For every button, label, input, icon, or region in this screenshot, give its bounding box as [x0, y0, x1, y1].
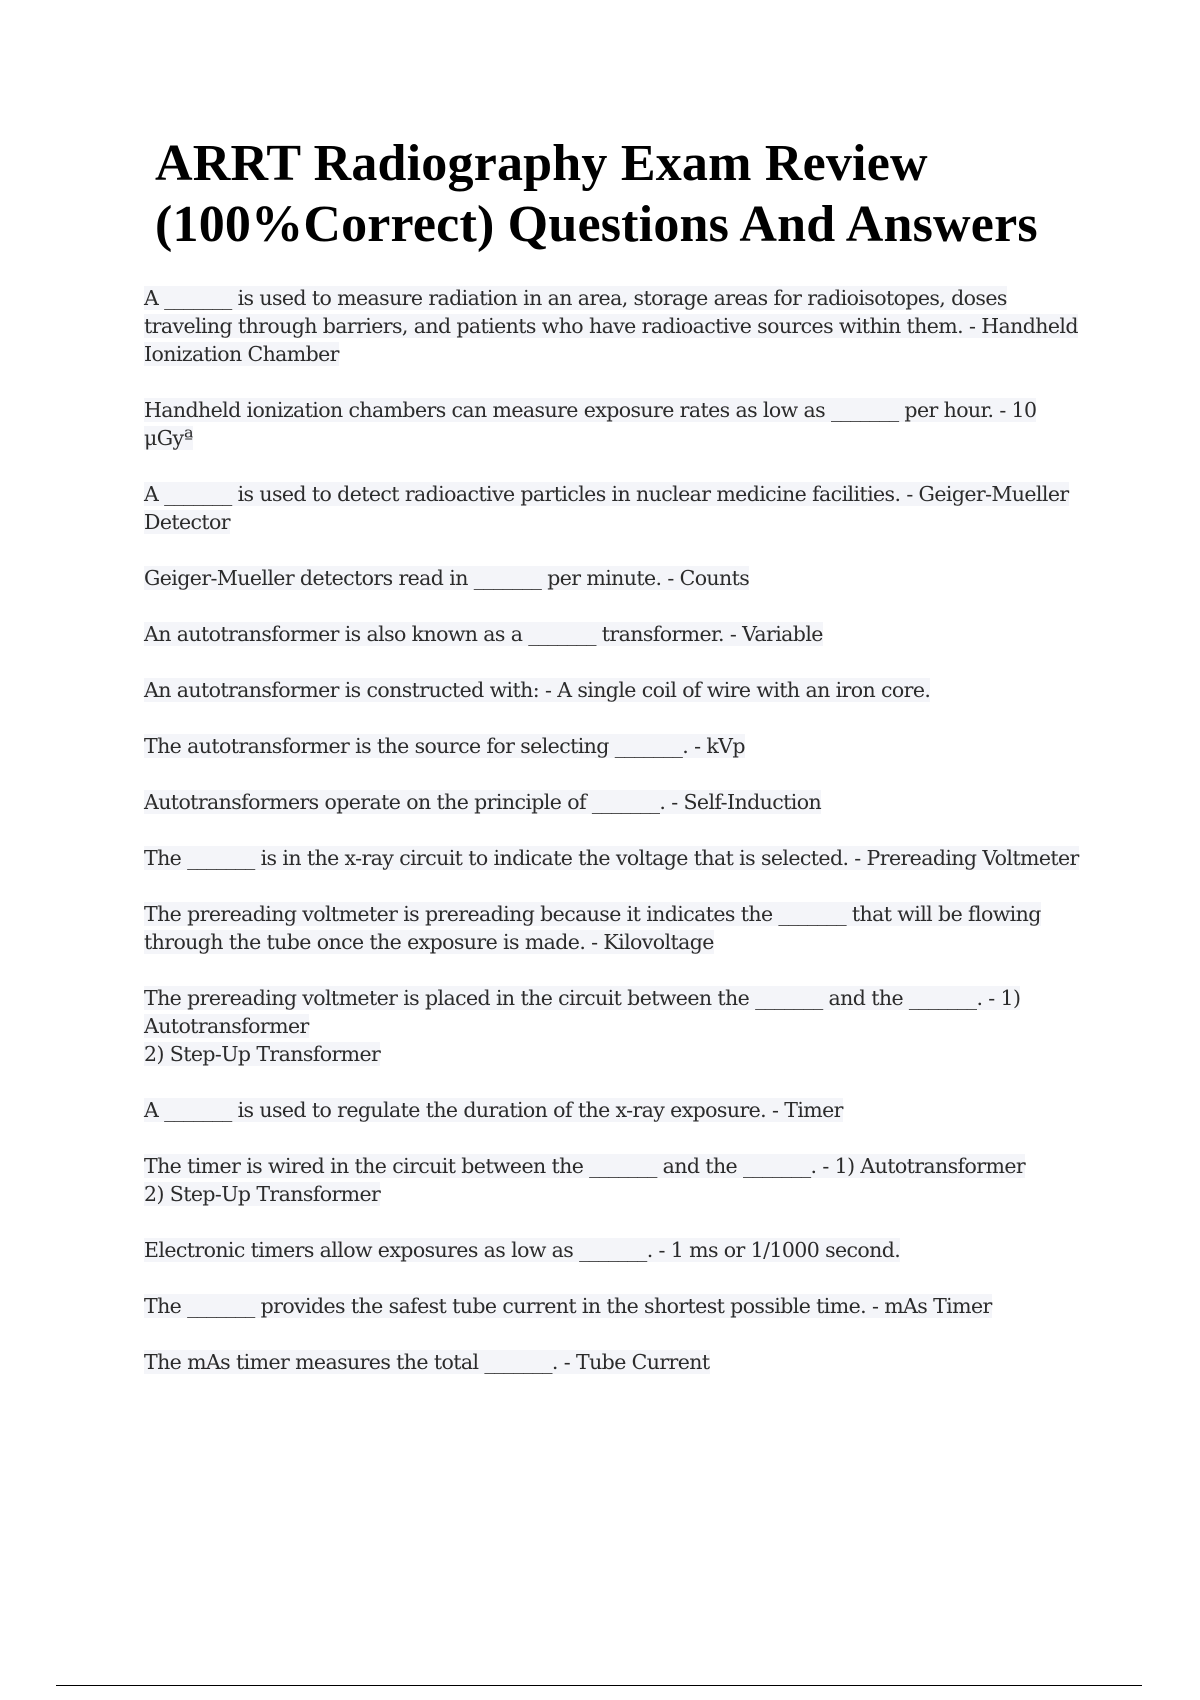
- page-title: ARRT Radiography Exam Review (100%Correct) Questions And Answers: [155, 135, 1038, 253]
- qa-text: The _______ provides the safest tube current in the shortest possible time. - mAs Timer: [144, 1294, 992, 1318]
- qa-text: A _______ is used to detect radioactive particles in nuclear medicine facilities. - Geiger-Mueller Detector: [144, 482, 1069, 534]
- qa-text: The prereading voltmeter is prereading because it indicates the _______ that will be flowing through the tube once the exposure is made. - Kilovoltage: [144, 902, 1041, 954]
- qa-text: Electronic timers allow exposures as low as _______. - 1 ms or 1/1000 second.: [144, 1238, 901, 1262]
- qa-list: [144, 284, 1094, 1404]
- qa-item: [144, 1152, 1094, 1208]
- qa-item: [144, 1236, 1094, 1264]
- qa-text: A _______ is used to measure radiation in an area, storage areas for radioisotopes, doses traveling through barriers, and patients who have radioactive sources within them. - Handheld Ionization Chamber: [144, 286, 1078, 366]
- qa-item: [144, 900, 1094, 956]
- qa-text: The _______ is in the x-ray circuit to indicate the voltage that is selected. - Prereading Voltmeter: [144, 846, 1079, 870]
- qa-item: [144, 396, 1094, 452]
- qa-item: [144, 676, 1094, 704]
- qa-item: [144, 788, 1094, 816]
- qa-text: The mAs timer measures the total _______. - Tube Current: [144, 1350, 710, 1374]
- qa-text: The timer is wired in the circuit between the _______ and the _______. - 1) Autotransformer 2) Step-Up Transformer: [144, 1154, 1026, 1206]
- qa-item: [144, 1292, 1094, 1320]
- qa-item: [144, 284, 1094, 368]
- qa-text: Handheld ionization chambers can measure exposure rates as low as _______ per hour. - 10 μGyª: [144, 398, 1037, 450]
- qa-text: A _______ is used to regulate the duration of the x-ray exposure. - Timer: [144, 1098, 843, 1122]
- footer-rule: [56, 1685, 1142, 1686]
- qa-item: [144, 1348, 1094, 1376]
- qa-item: [144, 844, 1094, 872]
- qa-text: The prereading voltmeter is placed in the circuit between the _______ and the _______. - 1) Autotransformer 2) Step-Up Transformer: [144, 986, 1021, 1066]
- qa-text: An autotransformer is constructed with: - A single coil of wire with an iron core.: [144, 678, 931, 702]
- qa-text: The autotransformer is the source for selecting _______. - kVp: [144, 734, 745, 758]
- qa-item: [144, 1096, 1094, 1124]
- qa-item: [144, 984, 1094, 1068]
- qa-text: Autotransformers operate on the principle of _______. - Self-Induction: [144, 790, 822, 814]
- qa-item: [144, 732, 1094, 760]
- qa-item: [144, 564, 1094, 592]
- qa-text: Geiger-Mueller detectors read in _______ per minute. - Counts: [144, 566, 750, 590]
- qa-item: [144, 620, 1094, 648]
- qa-text: An autotransformer is also known as a _______ transformer. - Variable: [144, 622, 823, 646]
- qa-item: [144, 480, 1094, 536]
